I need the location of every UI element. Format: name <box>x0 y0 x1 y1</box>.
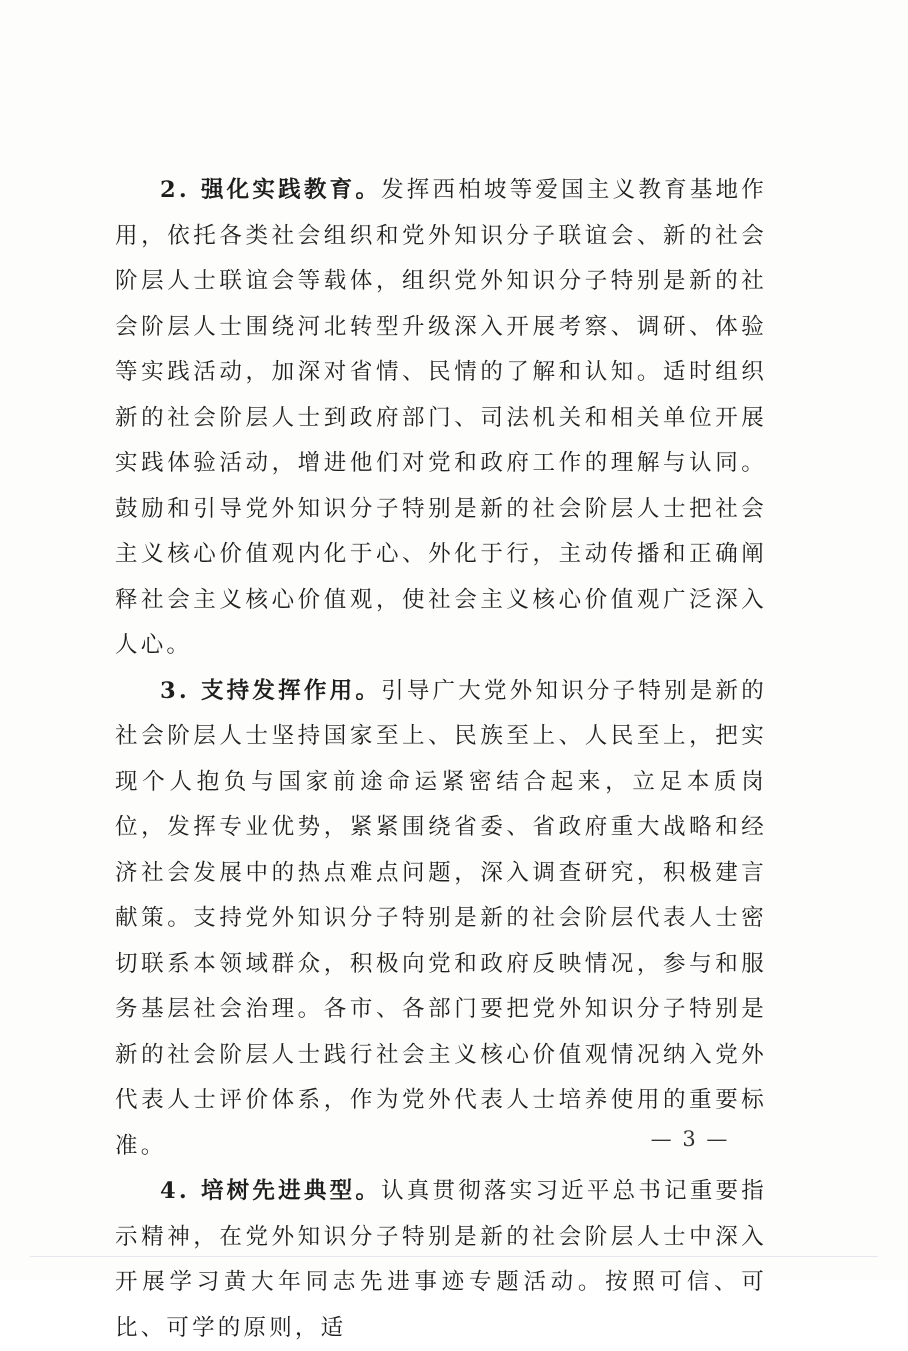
paragraph-support-role <box>115 669 767 1170</box>
paragraph-heading: 4. 培树先进典型。 <box>160 1178 382 1204</box>
page-bottom-divider <box>30 1256 878 1257</box>
paragraph-heading: 2. 强化实践教育。 <box>160 177 382 203</box>
body-text <box>115 168 767 1351</box>
paragraph-heading: 3. 支持发挥作用。 <box>160 677 382 704</box>
paragraph-strengthen-practice-education <box>115 168 767 669</box>
paragraph-body: 引导广大党外知识分子特别是新的社会阶层人士坚持国家至上、民族至上、人民至上，把实现个人抱负与国家前途命运紧密结合起来，立足本质岗位，发挥专业优势，紧紧围绕省委、省政府重大战略和经济社会发展中的热点难点问题，深入调查研究，积极建言献策。支持党外知识分子特别是新的社会阶层代表人士密切联系本领域群众，积极向党和政府反映情况，参与和服务基层社会治理。各市、各部门要把党外知识分子特别是新的社会阶层人士践行社会主义核心价值观情况纳入党外代表人士评价体系，作为党外代表人士培养使用的重要标准。 <box>115 677 767 1159</box>
paragraph-cultivate-models <box>115 1169 767 1351</box>
paragraph-body: 发挥西柏坡等爱国主义教育基地作用，依托各类社会组织和党外知识分子联谊会、新的社会阶层人士联谊会等载体，组织党外知识分子特别是新的社会阶层人士围绕河北转型升级深入开展考察、调研、体验等实践活动，加深对省情、民情的了解和认知。适时组织新的社会阶层人士到政府部门、司法机关和相关单位开展实践体验活动，增进他们对党和政府工作的理解与认同。鼓励和引导党外知识分子特别是新的社会阶层人士把社会主义核心价值观内化于心、外化于行，主动传播和正确阐释社会主义核心价值观，使社会主义核心价值观广泛深入人心。 <box>115 177 767 658</box>
page-number: — 3 — <box>650 1127 730 1151</box>
paragraph-body: 认真贯彻落实习近平总书记重要指示精神，在党外知识分子特别是新的社会阶层人士中深入开展学习黄大年同志先进事迹专题活动。按照可信、可比、可学的原则，适 <box>115 1178 767 1341</box>
